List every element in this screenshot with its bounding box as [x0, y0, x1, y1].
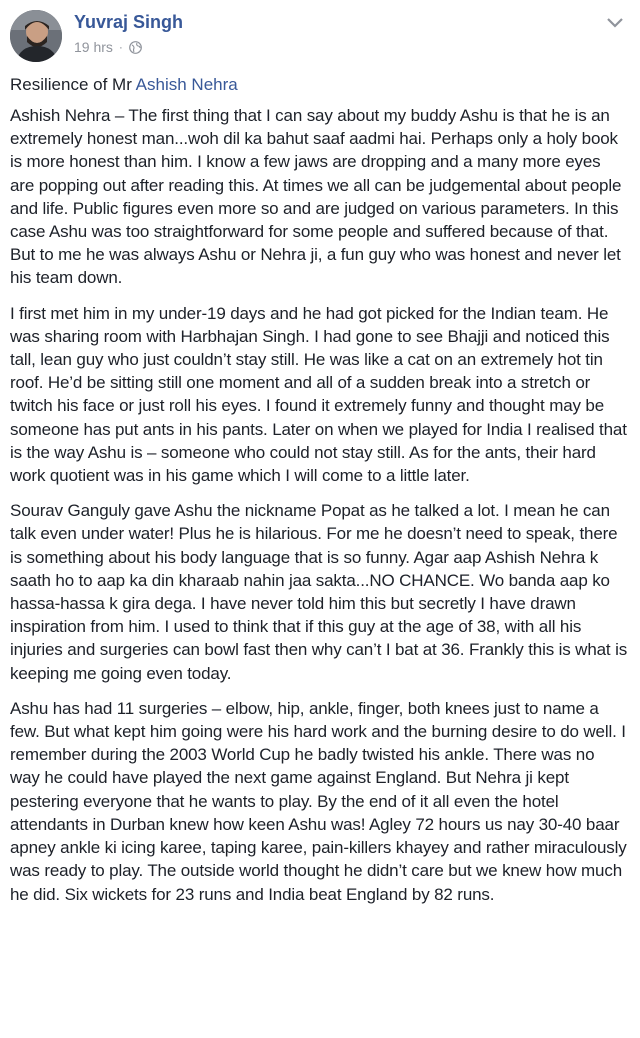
post-header [10, 10, 630, 62]
title-prefix: Resilience of Mr [10, 75, 136, 94]
post-paragraph: I first met him in my under-19 days and he had got picked for the Indian team. He was sharing room with Harbhajan Singh. I had gone to see Bhajji and noticed this tall, lean guy who just couldn’t stay still. He was like a cat on an extremely hot tin roof. He’d be sitting still one moment and all of a sudden break into a stretch or twitch his face or just roll his eyes. I found it extremely funny and thought may be someone has put ants in his pants. Later on when we played for India I realised that is the way Ashu is – someone who could not stay still. As for the ants, their hard work quotient was in his game which I will come to a little later. [10, 303, 627, 486]
post-time[interactable]: 19 hrs [74, 39, 113, 55]
post-meta [74, 39, 142, 55]
tagged-name-link[interactable]: Ashish Nehra [135, 75, 238, 94]
post-paragraph: Ashu has had 11 surgeries – elbow, hip, ankle, finger, both knees just to name a few. But what kept him going were his hard work and the burning desire to do well. I remember during the 2003 World Cup he badly twisted his ankle. There was no way he could have played the next game against England. But Nehra ji kept pestering everyone that he wants to play. By the end of it all even the hotel attendants in Durban knew how keen Ashu was! Agley 72 hours us nay 30-40 baar apney ankle ki icing karee, taping karee, pain-killers khayey and rather miraculously was ready to play. The outside world thought he didn’t care but we knew how much he did. Six wickets for 23 runs and India beat England by 82 runs. [10, 698, 627, 904]
post-title [10, 74, 238, 96]
post-body [10, 104, 628, 918]
author-name[interactable]: Yuvraj Singh [74, 12, 184, 32]
globe-icon[interactable] [129, 41, 142, 54]
avatar-image [10, 10, 62, 62]
chevron-down-icon[interactable] [606, 16, 624, 30]
meta-separator: · [118, 40, 123, 54]
avatar[interactable] [10, 10, 62, 62]
post-paragraph: Ashish Nehra – The first thing that I can say about my buddy Ashu is that he is an extremely honest man...woh dil ka bahut saaf aadmi hai. Perhaps only a holy book is more honest than him. I know a few jaws are dropping and a many more eyes are popping out after reading this. At times we all can be judgemental about people and life. Public figures even more so and are judged on various parameters. In this case Ashu was too straightforward for some people and suffered because of that. But to me he was always Ashu or Nehra ji, a fun guy who was honest and never let his team down. [10, 106, 622, 288]
post-paragraph: Sourav Ganguly gave Ashu the nickname Popat as he talked a lot. I mean he can talk even under water! Plus he is hilarious. For me he doesn’t need to speak, there is something about his body language that is so funny. Agar aap Ashish Nehra k saath ho to aap ka din kharaab nahin jaa sakta...NO CHANCE. Wo banda aap ko hassa-hassa k gira dega. I have never told him this but secretly I have drawn inspiration from him. I used to think that if this guy at the age of 38, with all his injuries and surgeries can bowl fast then why can’t I bat at 36. Frankly this is what is keeping me going even today. [10, 501, 628, 683]
